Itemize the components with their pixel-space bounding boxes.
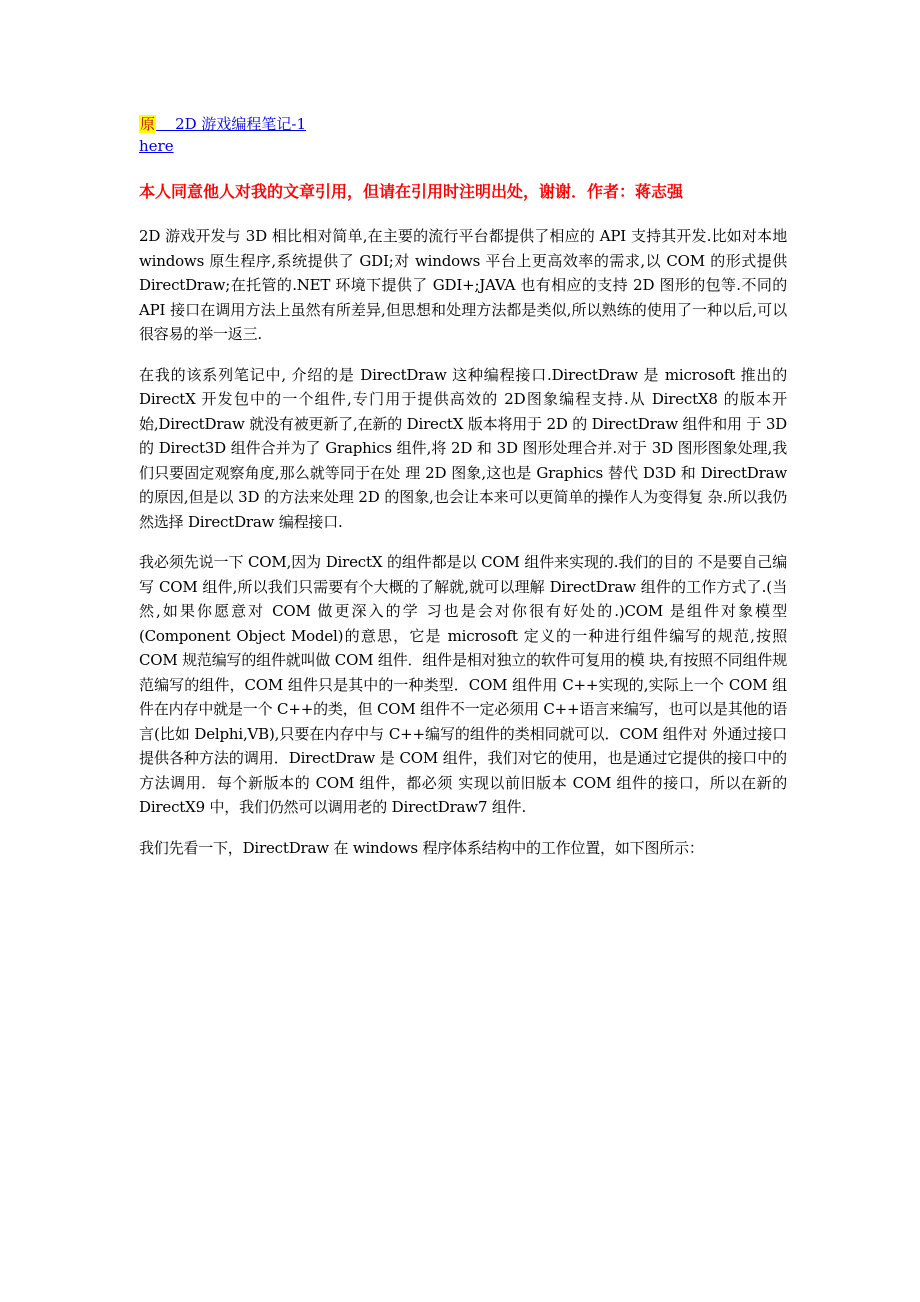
original-badge: 原 (140, 115, 156, 133)
copyright-notice: 本人同意他人对我的文章引用，但请在引用时注明出处，谢谢．作者：蒋志强 (139, 182, 684, 201)
paragraph-directdraw: 在我的该系列笔记中, 介绍的是 DirectDraw 这种编程接口.DirectDraw 是 microsoft 推出的 DirectX 开发包中的一个组件,专门用于提供高效的 2D图象编程支持.从 DirectX8 的版本开始,DirectDraw 就没有被更新了,在新的 DirectX 版本将用于 2D 的 DirectDraw 组件和用 于 3D 的 Direct3D 组件合并为了 Graphics 组件,将 2D 和 3D 图形处理合并.对于 3D 图形图象处理,我们只要固定观察角度,那么就等同于在处 理 2D 图象,这也是 Graphics 替代 D3D 和 DirectDraw 的原因,但是以 3D 的方法来处理 2D 的图象,也会让本来可以更简单的操作人为变得复 杂.所以我仍然选择 DirectDraw 编程接口. (139, 365, 787, 531)
paragraph-intro: 2D 游戏开发与 3D 相比相对简单,在主要的流行平台都提供了相应的 API 支持其开发.比如对本地 windows 原生程序,系统提供了 GDI;对 windows 平台上更高效率的需求,以 COM 的形式提供 DirectDraw;在托管的.NET 环境下提供了 GDI+;JAVA 也有相应的支持 2D 图形的包等.不同的API 接口在调用方法上虽然有所差异,但思想和处理方法都是类似,所以熟练的使用了一种以后,可以很容易的举一返三. (139, 227, 787, 343)
article (139, 113, 787, 875)
title-line (139, 113, 787, 135)
paragraph-architecture: 我们先看一下，DirectDraw 在 windows 程序体系结构中的工作位置，如下图所示： (139, 838, 704, 857)
paragraph-com: 我必须先说一下 COM,因为 DirectX 的组件都是以 COM 组件来实现的.我们的目的 不是要自己编写 COM 组件,所以我们只需要有个大概的了解就,就可以理解 DirectDraw 组件的工作方式了.(当然,如果你愿意对 COM 做更深入的学 习也是会对你很有好处的.)COM 是组件对象模型(Component Object Model)的意思，它是 microsoft 定义的一种进行组件编写的规范,按照 COM 规范编写的组件就叫做 COM 组件．组件是相对独立的软件可复用的模 块,有按照不同组件规范编写的组件，COM 组件只是其中的一种类型．COM 组件用 C++实现的,实际上一个 COM 组件在内存中就是一个 C++的类，但 COM 组件不一定必须用 C++语言来编写，也可以是其他的语言(比如 Delphi,VB),只要在内存中与 C++编写的组件的类相同就可以．COM 组件对 外通过接口提供各种方法的调用．DirectDraw 是 COM 组件，我们对它的使用，也是通过它提供的接口中的方法调用．每个新版本的 COM 组件，都必须 实现以前旧版本 COM 组件的接口，所以在新的 DirectX9 中，我们仍然可以调用老的 DirectDraw7 组件. (139, 553, 787, 816)
article-title-link[interactable]: 2D 游戏编程笔记-1 (175, 115, 307, 133)
here-link[interactable]: here (139, 137, 174, 155)
here-line (139, 135, 787, 157)
